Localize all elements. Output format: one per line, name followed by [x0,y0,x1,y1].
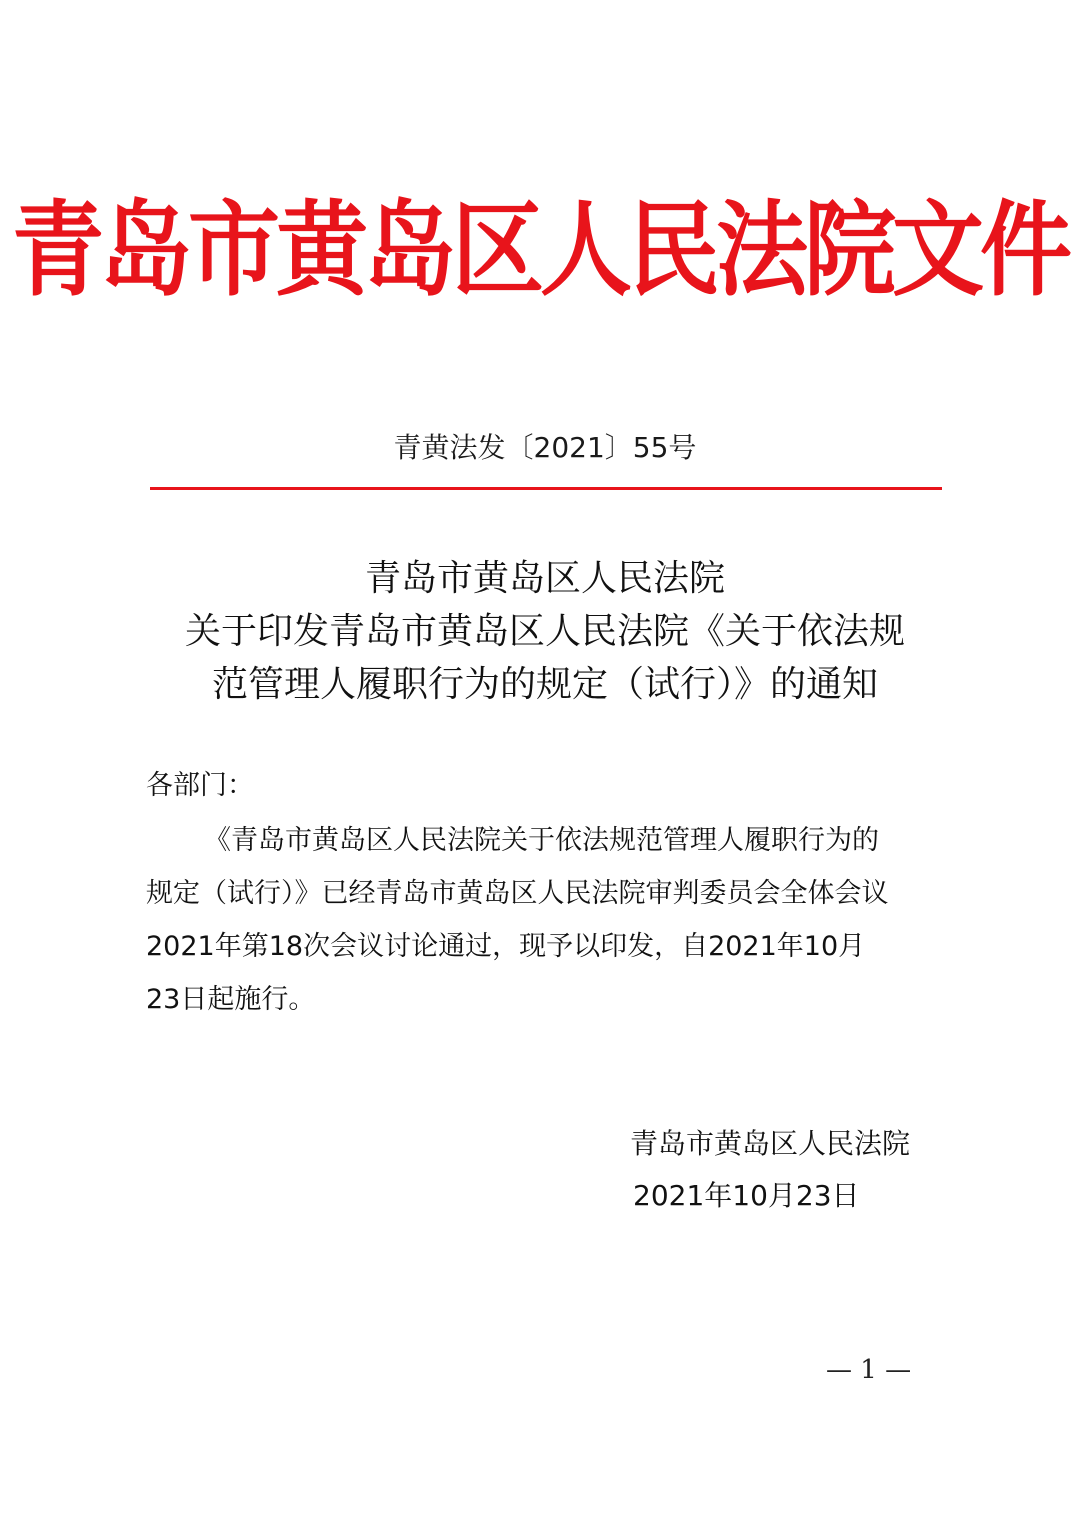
red-divider-line [150,487,942,490]
body-paragraph [146,814,946,1026]
masthead-title: 青岛市黄岛区人民法院文件 [11,190,1068,311]
signature-block [630,1118,910,1222]
issuer-name: 青岛市黄岛区人民法院 [630,1127,911,1160]
body-line-2: 规定（试行）》已经青岛市黄岛区人民法院审判委员会全体会议 [146,878,889,909]
body-line-4: 23日起施行。 [146,984,316,1015]
title-line-3: 范管理人履职行为的规定（试行）》的通知 [211,664,878,705]
page-number: — 1 — [826,1355,912,1385]
body-line-3: 2021年第18次会议讨论通过，现予以印发，自2021年10月 [146,931,866,962]
salutation: 各部门： [146,770,254,801]
body-line-1: 《青岛市黄岛区人民法院关于依法规范管理人履职行为的 [204,825,879,856]
document-title [0,552,1080,711]
document-number: 青黄法发〔2021〕55号 [393,431,697,464]
issue-date: 2021年10月23日 [633,1179,860,1212]
title-line-2: 关于印发青岛市黄岛区人民法院《关于依法规 [184,611,905,652]
title-line-1: 青岛市黄岛区人民法院 [364,558,725,599]
